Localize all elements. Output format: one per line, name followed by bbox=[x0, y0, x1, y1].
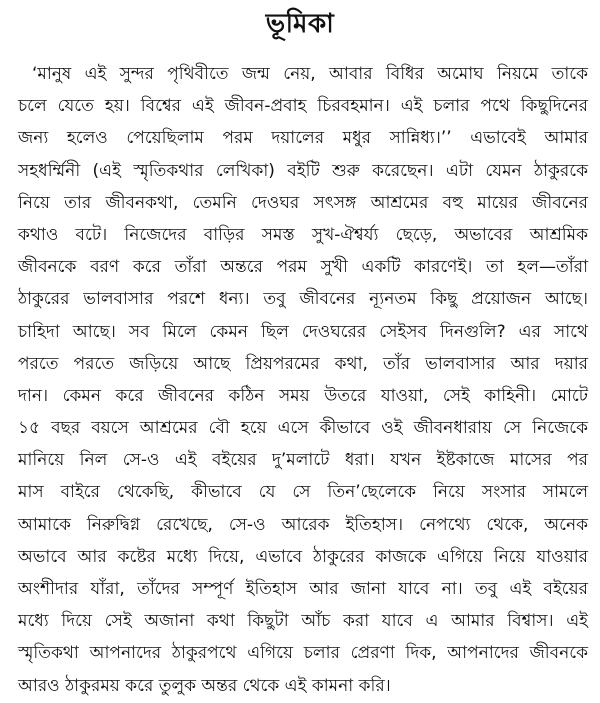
text-line: ১৫ বছর বয়সে আশ্রমের বৌ হয়ে এসে কীভাবে ওই জীবনধারায় সে নিজেকে bbox=[18, 418, 588, 439]
text-line: সহধর্ম্মিনী (এই স্মৃতিকথার লেখিকা) বইটি শুরু করেছেন। এটা যেমন ঠাকুরকে bbox=[18, 160, 588, 181]
text-line: পরতে পরতে জড়িয়ে আছে প্রিয়পরমের কথা, তাঁর ভালবাসার আর দয়ার bbox=[18, 353, 588, 374]
text-line: আমাকে নিরুদ্বিগ্ন রেখেছে, সে-ও আরেক ইতিহাস। নেপথ্যে থেকে, অনেক bbox=[18, 514, 588, 535]
text-line: স্মৃতিকথা আপনাদের ঠাকুরপথে এগিয়ে চলার প্রেরণা দিক, আপনাদের জীবনকে bbox=[18, 643, 588, 664]
text-line: মধ্যে দিয়ে সেই অজানা কথা কিছুটা আঁচ করা যাবে এ আমার বিশ্বাস। এই bbox=[18, 611, 588, 632]
text-line: ‘মানুষ এই সুন্দর পৃথিবীতে জন্ম নেয়, আবার বিধির অমোঘ নিয়মে তাকে bbox=[32, 64, 588, 84]
text-line: দান। কেমন করে জীবনের কঠিন সময় উতরে যাওয়া, সেই কাহিনী। মোটে bbox=[18, 385, 588, 406]
text-line: চলে যেতে হয়। বিশ্বের এই জীবন-প্রবাহ চিরবহমান। এই চলার পথে কিছুদিনের bbox=[18, 96, 588, 117]
text-line: নিয়ে তার জীবনকথা, তেমনি দেওঘর সৎসঙ্গ আশ্রমের বহু মায়ের জীবনের bbox=[18, 192, 588, 213]
text-line: অংশীদার যাঁরা, তাঁদের সম্পূর্ণ ইতিহাস আর জানা যাবে না। তবু এই বইয়ের bbox=[18, 579, 588, 599]
page-title: ভূমিকা bbox=[265, 9, 335, 39]
text-line: মানিয়ে নিল সে-ও এই বইয়ের দু’মলাটে ধরা। যখন ইষ্টকাজে মাসের পর bbox=[18, 450, 588, 471]
text-line: চাহিদা আছে। সব মিলে কেমন ছিল দেওঘরের সেইসব দিনগুলি? এর সাথে bbox=[18, 321, 588, 342]
text-line: জন্য হলেও পেয়েছিলাম পরম দয়ালের মধুর সান্নিধ্য।’’ এভাবেই আমার bbox=[18, 128, 588, 149]
text-line: কথাও বটে। নিজেদের বাড়ির সমস্ত সুখ-ঐশ্বর্য্য ছেড়ে, অভাবের আশ্রমিক bbox=[18, 224, 588, 245]
preface-body bbox=[18, 58, 588, 702]
text-line: ঠাকুরের ভালবাসার পরশে ধন্য। তবু জীবনের ন্যূনতম কিছু প্রয়োজন আছে। bbox=[18, 289, 588, 310]
text-line: আরও ঠাকুরময় করে তুলুক অন্তর থেকে এই কামনা করি। bbox=[18, 675, 391, 696]
text-line: জীবনকে বরণ করে তাঁরা অন্তরে পরম সুখী একটি কারণেই। তা হল—তাঁরা bbox=[18, 257, 588, 278]
text-line: মাস বাইরে থেকেছি, কীভাবে যে সে তিন’ছেলেকে নিয়ে সংসার সামলে bbox=[18, 482, 588, 503]
text-line: অভাবে আর কষ্টের মধ্যে দিয়ে, এভাবে ঠাকুরের কাজকে এগিয়ে নিয়ে যাওয়ার bbox=[18, 546, 588, 567]
